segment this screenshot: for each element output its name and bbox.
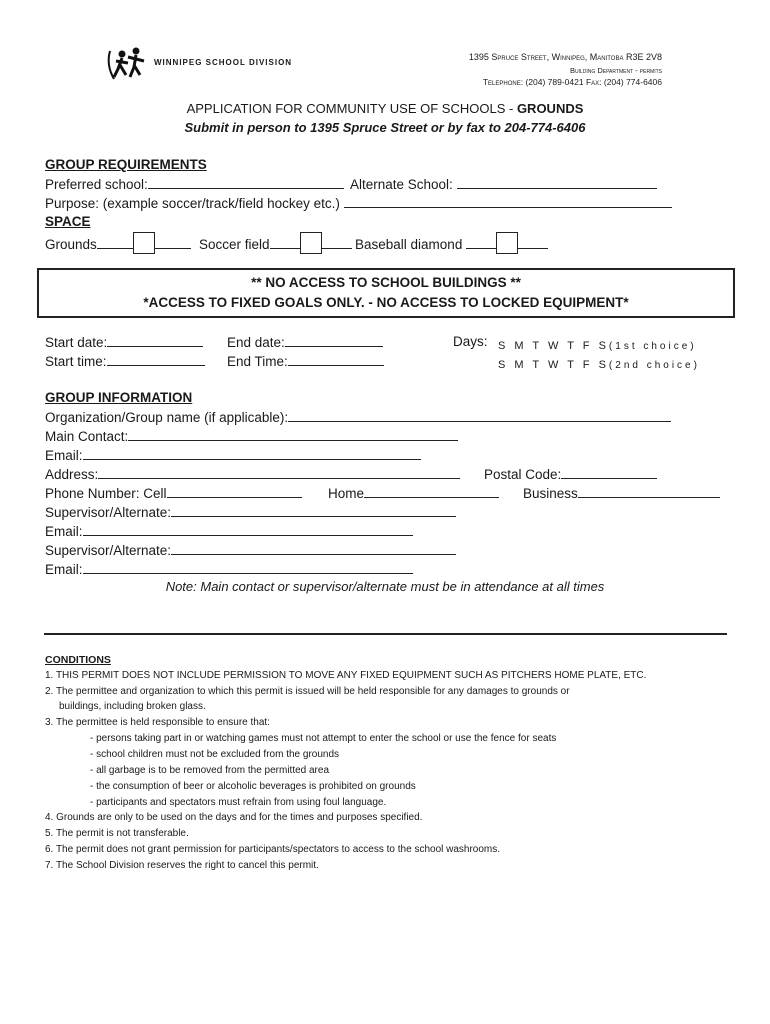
condition-subitem: - school children must not be excluded from the grounds [90,749,340,760]
start-time-field[interactable] [107,353,205,366]
phone-cell-row [45,485,302,501]
end-time-field[interactable] [288,353,384,366]
notice-line-2: *ACCESS TO FIXED GOALS ONLY. - NO ACCESS TO LOCKED EQUIPMENT* [143,295,629,310]
postal-code-field[interactable] [561,466,657,479]
condition-item: 6. The permit does not grant permission for participants/spectators to access to the school washrooms. [45,844,501,855]
supervisor-label-2: Supervisor/Alternate: [45,543,172,558]
org-name-field[interactable] [288,409,671,422]
days-second-choice [498,355,700,373]
days-first-choice [498,336,697,354]
group-information-heading: GROUP INFORMATION [45,390,193,405]
email-label-3: Email: [45,562,83,577]
preferred-school-row [45,176,344,192]
address-row [45,466,460,482]
purpose-field[interactable] [344,195,672,208]
days-row-2[interactable]: S M T W T F S [498,359,609,371]
condition-item: 5. The permit is not transferable. [45,828,189,839]
supervisor-row-1 [45,504,456,520]
address-label: Address: [45,467,99,482]
start-time-row [45,353,205,369]
group-requirements-heading: GROUP REQUIREMENTS [45,157,207,172]
header-phone-fax: Telephone: (204) 789-0421 Fax: (204) 774-6406 [482,77,662,87]
grounds-line-left [97,236,133,249]
title-bold: GROUNDS [516,101,584,116]
phone-business-row [523,485,720,501]
condition-item: 4. Grounds are only to be used on the days and for the times and purposes specified. [45,812,423,823]
start-date-label: Start date: [45,335,108,350]
phone-home-field[interactable] [364,485,499,498]
end-date-label: End date: [227,335,285,350]
alternate-school-label: Alternate School: [350,177,453,192]
attendance-note: Note: Main contact or supervisor/alternate must be in attendance at all times [165,579,605,594]
phone-cell-label: Phone Number: Cell [45,486,167,501]
phone-cell-field[interactable] [167,485,302,498]
start-date-field[interactable] [107,334,203,347]
soccer-field-option [199,232,352,254]
main-contact-field[interactable] [128,428,458,441]
header-department: Building Department - permits [569,66,662,75]
baseball-diamond-checkbox[interactable] [496,232,518,254]
notice-line-1: ** NO ACCESS TO SCHOOL BUILDINGS ** [251,275,521,290]
email-label-2: Email: [45,524,83,539]
soccer-line-right [322,236,352,249]
conditions-heading: CONDITIONS [45,654,111,666]
page-subtitle: Submit in person to 1395 Spruce Street or by fax to 204-774-6406 [184,120,586,135]
days-row-1[interactable]: S M T W T F S [498,340,609,352]
baseball-line-left [466,236,496,249]
email-row-2 [45,523,413,539]
preferred-school-field[interactable] [148,176,344,189]
address-field[interactable] [98,466,460,479]
grounds-line-right [155,236,191,249]
postal-code-label: Postal Code: [484,467,562,482]
days-label: Days: [453,334,488,349]
soccer-field-checkbox[interactable] [300,232,322,254]
main-contact-row [45,428,458,444]
org-name-label: Organization/Group name (if applicable): [45,410,289,425]
grounds-label: Grounds [45,237,97,252]
email-field-1[interactable] [83,447,421,460]
phone-business-field[interactable] [578,485,720,498]
grounds-option [45,232,191,254]
start-date-row [45,334,203,350]
phone-business-label: Business [523,486,578,501]
section-divider [44,633,727,635]
grounds-checkbox[interactable] [133,232,155,254]
condition-item: 2. The permittee and organization to which this permit is issued will be held responsible for any damages to grounds or [45,686,570,697]
baseball-diamond-label: Baseball diamond [355,237,463,252]
condition-subitem: - all garbage is to be removed from the permitted area [90,765,330,776]
preferred-school-label: Preferred school: [45,177,148,192]
supervisor-field-1[interactable] [171,504,456,517]
condition-item: 1. THIS PERMIT DOES NOT INCLUDE PERMISSION TO MOVE ANY FIXED EQUIPMENT SUCH AS PITCHERS HOME PLATE, ETC. [45,670,647,681]
logo-text: WINNIPEG SCHOOL DIVISION [154,58,293,67]
baseball-diamond-option [355,232,548,254]
alternate-school-row [350,176,657,192]
division-logo [104,45,294,85]
condition-item: 7. The School Division reserves the right to cancel this permit. [45,860,319,871]
end-date-field[interactable] [285,334,383,347]
email-field-2[interactable] [83,523,413,536]
title-main: APPLICATION FOR COMMUNITY USE OF SCHOOLS - [186,101,517,116]
email-label-1: Email: [45,448,83,463]
postal-code-row [484,466,657,482]
access-notice-box [37,268,735,318]
phone-home-row [328,485,499,501]
soccer-field-label: Soccer field [199,237,270,252]
purpose-label: Purpose: (example soccer/track/field hockey etc.) [45,196,340,211]
page-title [0,101,770,116]
main-contact-label: Main Contact: [45,429,129,444]
end-time-label: End Time: [227,354,288,369]
header-address: 1395 Spruce Street, Winnipeg, Manitoba R3E 2V8 [468,52,662,62]
condition-subitem: - persons taking part in or watching games must not attempt to enter the school or use the fence for seats [90,733,557,744]
supervisor-label-1: Supervisor/Alternate: [45,505,172,520]
logo-figures-icon [104,45,152,85]
start-time-label: Start time: [45,354,107,369]
choice-2-label: (2nd choice) [608,360,700,371]
condition-item: buildings, including broken glass. [59,701,206,712]
end-time-row [227,353,384,369]
end-date-row [227,334,383,350]
condition-subitem: - participants and spectators must refrain from using foul language. [90,797,387,808]
phone-home-label: Home [328,486,365,501]
condition-item: 3. The permittee is held responsible to ensure that: [45,717,270,728]
supervisor-row-2 [45,542,456,558]
email-row-3 [45,561,413,577]
soccer-line-left [270,236,300,249]
condition-subitem: - the consumption of beer or alcoholic beverages is prohibited on grounds [90,781,416,792]
purpose-row [45,195,672,211]
choice-1-label: (1st choice) [608,341,697,352]
org-name-row [45,409,671,425]
email-field-3[interactable] [83,561,413,574]
supervisor-field-2[interactable] [171,542,456,555]
email-row-1 [45,447,421,463]
baseball-line-right [518,236,548,249]
space-heading: SPACE [45,214,91,229]
alternate-school-field[interactable] [457,176,657,189]
